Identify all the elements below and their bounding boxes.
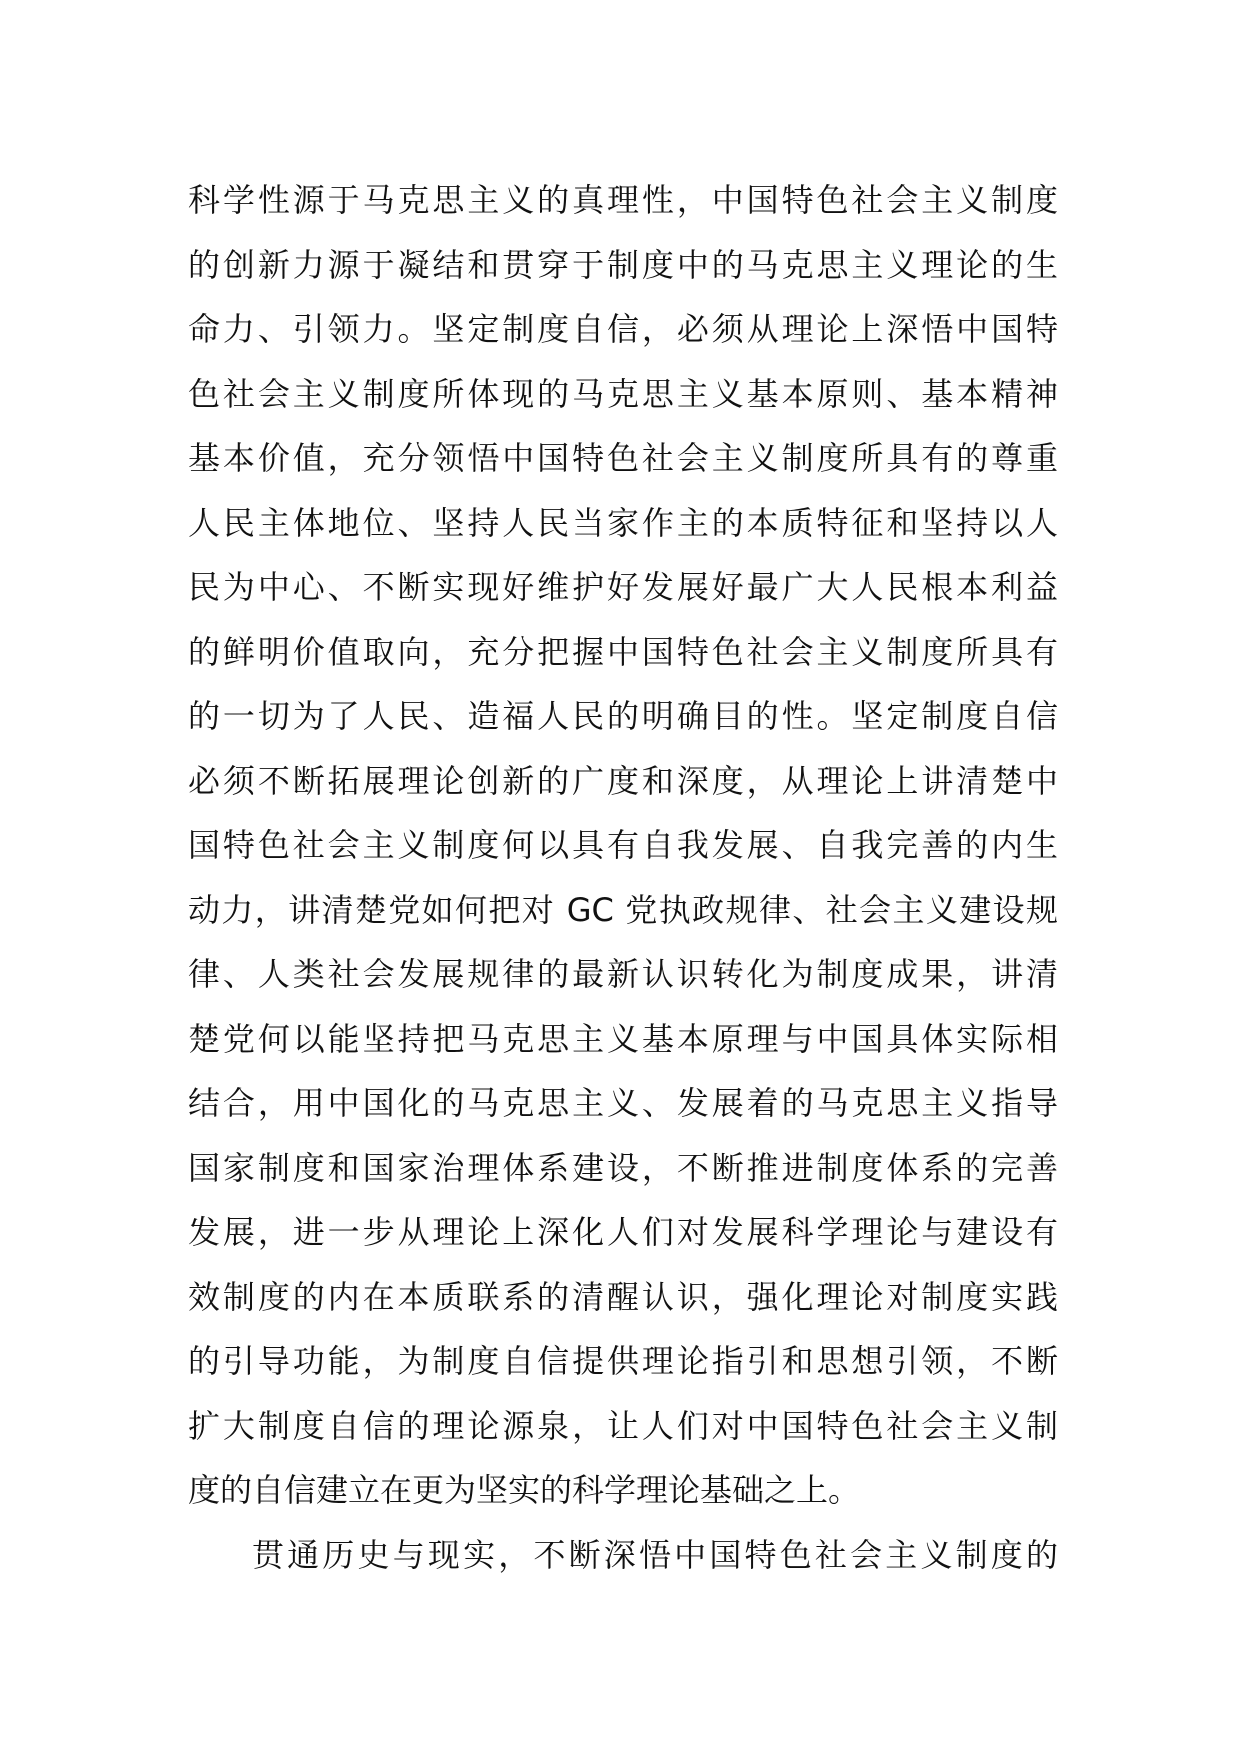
- text-line: 国特色社会主义制度何以具有自我发展、自我完善的内生: [188, 826, 1058, 864]
- text-line: 律、人类社会发展规律的最新认识转化为制度成果，讲清: [188, 955, 1058, 993]
- text-line: 的一切为了人民、造福人民的明确目的性。坚定制度自信: [188, 697, 1058, 735]
- text-line: 的引导功能，为制度自信提供理论指引和思想引领，不断: [188, 1342, 1058, 1380]
- text-line: 楚党何以能坚持把马克思主义基本原理与中国具体实际相: [188, 1019, 1058, 1058]
- text-line: 国家制度和国家治理体系建设，不断推进制度体系的完善: [188, 1148, 1058, 1187]
- text-line: 的创新力源于凝结和贯穿于制度中的马克思主义理论的生: [188, 245, 1058, 284]
- text-line: 命力、引领力。坚定制度自信，必须从理论上深悟中国特: [188, 310, 1058, 348]
- text-line: 的鲜明价值取向，充分把握中国特色社会主义制度所具有: [188, 632, 1058, 671]
- paragraph-2: [188, 1523, 1058, 1588]
- text-line: 基本价值，充分领悟中国特色社会主义制度所具有的尊重: [188, 439, 1058, 477]
- text-line: 民为中心、不断实现好维护好发展好最广大人民根本利益: [188, 568, 1058, 606]
- paragraph-1: [188, 168, 1058, 1523]
- text-line: 扩大制度自信的理论源泉，让人们对中国特色社会主义制: [188, 1406, 1058, 1445]
- text-line: 结合，用中国化的马克思主义、发展着的马克思主义指导: [188, 1084, 1058, 1122]
- text-line: 发展，进一步从理论上深化人们对发展科学理论与建设有: [188, 1213, 1058, 1251]
- text-line: 效制度的内在本质联系的清醒认识，强化理论对制度实践: [188, 1277, 1058, 1316]
- text-line: 人民主体地位、坚持人民当家作主的本质特征和坚持以人: [188, 503, 1058, 542]
- text-line: 色社会主义制度所体现的马克思主义基本原则、基本精神: [188, 374, 1058, 413]
- text-line: 必须不断拓展理论创新的广度和深度，从理论上讲清楚中: [188, 761, 1058, 800]
- text-line: 度的自信建立在更为坚实的科学理论基础之上。: [188, 1471, 861, 1509]
- text-line: 贯通历史与现实，不断深悟中国特色社会主义制度的: [252, 1535, 1058, 1574]
- text-line: 科学性源于马克思主义的真理性，中国特色社会主义制度: [188, 181, 1058, 219]
- text-line: 动力，讲清楚党如何把对 GC 党执政规律、社会主义建设规: [188, 890, 1058, 929]
- body-text: [188, 168, 1058, 1587]
